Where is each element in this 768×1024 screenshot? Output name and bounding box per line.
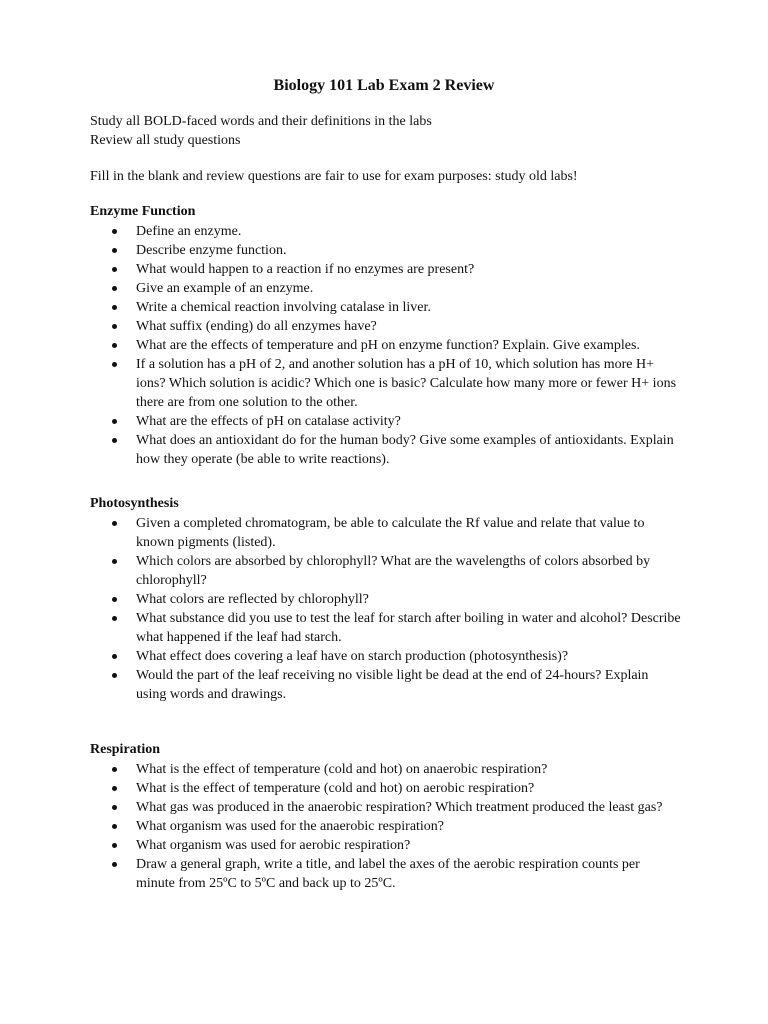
bullet-icon (112, 843, 117, 848)
list-item: What organism was used for the anaerobic respiration? (90, 817, 681, 836)
bullet-icon (112, 597, 117, 602)
list-item: What is the effect of temperature (cold and hot) on anaerobic respiration? (90, 760, 681, 779)
bullet-icon (112, 419, 117, 424)
section-photosynthesis (90, 494, 690, 704)
list-item: What does an antioxidant do for the human body? Give some examples of antioxidants. Explain how they operate (be able to write reactions). (90, 431, 681, 469)
bullet-icon (112, 438, 117, 443)
bullet-icon (112, 343, 117, 348)
bullet-icon (112, 521, 117, 526)
list-item: What would happen to a reaction if no enzymes are present? (90, 260, 681, 279)
intro-line: Fill in the blank and review questions are fair to use for exam purposes: study old labs! (90, 169, 578, 184)
list-item: Given a completed chromatogram, be able to calculate the Rf value and relate that value to known pigments (listed). (90, 514, 681, 552)
section-heading: Respiration (90, 742, 160, 757)
bullet-icon (112, 229, 117, 234)
list-item: What are the effects of pH on catalase activity? (90, 412, 681, 431)
section-enzyme-function (90, 202, 690, 469)
list-item: Draw a general graph, write a title, and label the axes of the aerobic respiration counts per minute from 25ºC to 5ºC and back up to 25ºC. (90, 855, 681, 893)
bullet-icon (112, 248, 117, 253)
list-item: What gas was produced in the anaerobic respiration? Which treatment produced the least gas? (90, 798, 681, 817)
intro-line: Review all study questions (90, 133, 241, 148)
bullet-icon (112, 673, 117, 678)
section-heading: Enzyme Function (90, 204, 196, 219)
bullet-icon (112, 559, 117, 564)
list-item: Would the part of the leaf receiving no visible light be dead at the end of 24-hours? Explain using words and drawings. (90, 666, 681, 704)
bullet-icon (112, 324, 117, 329)
section-heading: Photosynthesis (90, 496, 179, 511)
bullet-icon (112, 305, 117, 310)
bullet-icon (112, 286, 117, 291)
bullet-icon (112, 824, 117, 829)
bullet-list (90, 222, 690, 469)
bullet-icon (112, 616, 117, 621)
bullet-icon (112, 362, 117, 367)
bullet-icon (112, 767, 117, 772)
bullet-icon (112, 786, 117, 791)
bullet-list (90, 514, 690, 704)
list-item: What colors are reflected by chlorophyll? (90, 590, 681, 609)
list-item: Write a chemical reaction involving catalase in liver. (90, 298, 681, 317)
bullet-icon (112, 267, 117, 272)
list-item: What substance did you use to test the leaf for starch after boiling in water and alcohol? Describe what happened if the leaf had starch. (90, 609, 681, 647)
section-respiration (90, 740, 690, 893)
list-item: What is the effect of temperature (cold and hot) on aerobic respiration? (90, 779, 681, 798)
list-item: Give an example of an enzyme. (90, 279, 681, 298)
list-item: What organism was used for aerobic respiration? (90, 836, 681, 855)
list-item: Define an enzyme. (90, 222, 681, 241)
list-item: If a solution has a pH of 2, and another solution has a pH of 10, which solution has more H+ ions? Which solution is acidic? Which one is basic? Calculate how many more or fewer H+ ions there are from one solution to the other. (90, 355, 681, 412)
list-item: What effect does covering a leaf have on starch production (photosynthesis)? (90, 647, 681, 666)
page-title: Biology 101 Lab Exam 2 Review (273, 77, 495, 94)
list-item: What are the effects of temperature and pH on enzyme function? Explain. Give examples. (90, 336, 681, 355)
list-item: Which colors are absorbed by chlorophyll? What are the wavelengths of colors absorbed by chlorophyll? (90, 552, 681, 590)
bullet-icon (112, 654, 117, 659)
list-item: Describe enzyme function. (90, 241, 681, 260)
bullet-icon (112, 862, 117, 867)
intro-line: Study all BOLD-faced words and their definitions in the labs (90, 114, 432, 129)
bullet-list (90, 760, 690, 893)
list-item: What suffix (ending) do all enzymes have? (90, 317, 681, 336)
bullet-icon (112, 805, 117, 810)
